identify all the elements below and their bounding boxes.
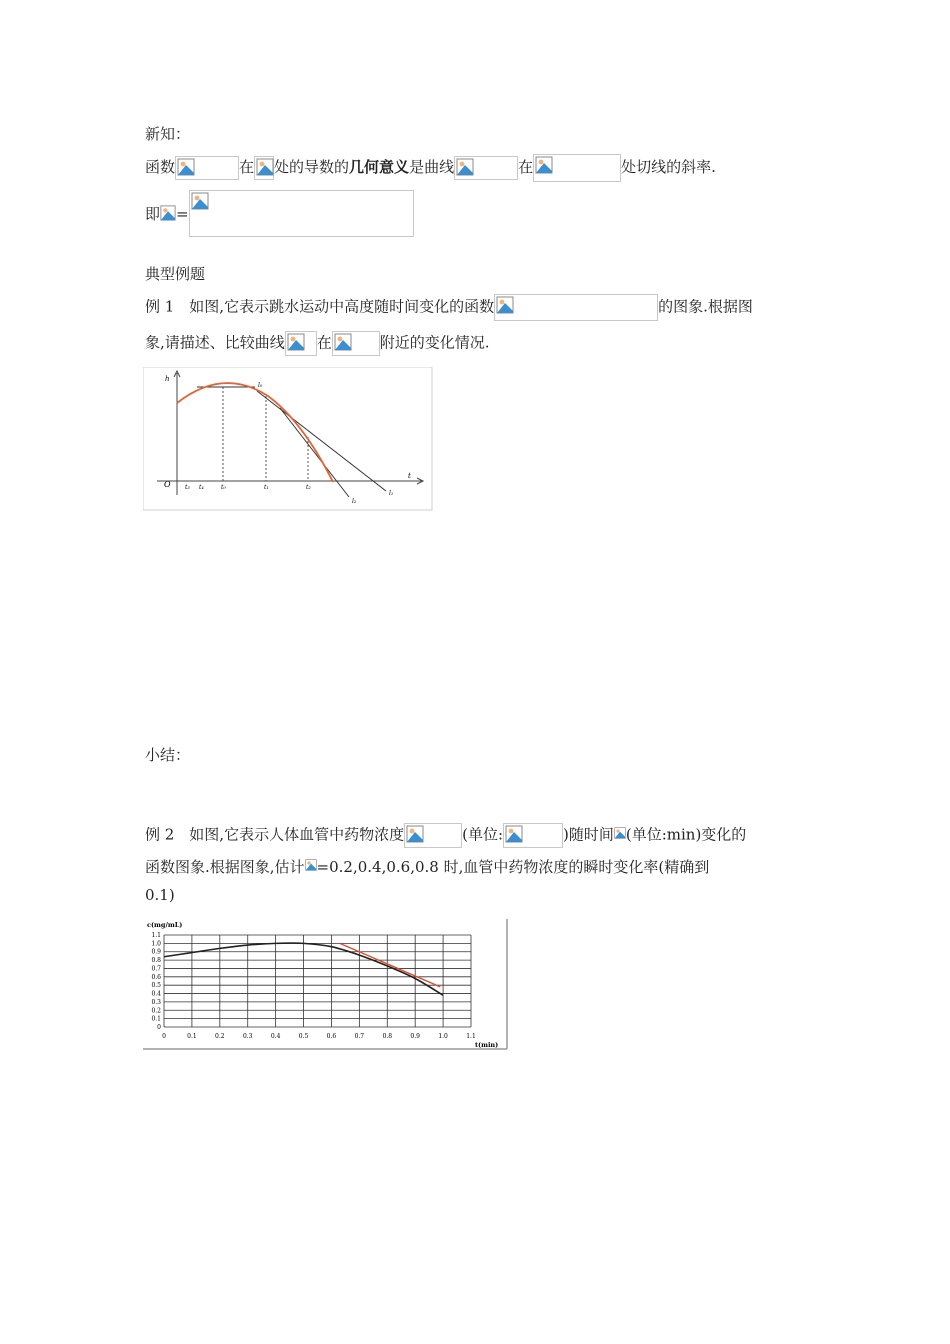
example1-line2 xyxy=(145,331,490,356)
formula-image xyxy=(494,294,658,321)
image-placeholder-icon xyxy=(334,333,352,351)
x-tick-label: 0.1 xyxy=(187,1033,197,1040)
image-placeholder-icon xyxy=(160,204,176,222)
example2-text: )随时间 xyxy=(563,825,614,844)
section-new-title: 新知： xyxy=(145,125,191,143)
y-axis-label: c(mg/mL) xyxy=(147,921,183,929)
example1-text: 象,请描述、比较曲线 xyxy=(145,333,285,352)
tick-label-t2: t₂ xyxy=(306,484,311,491)
y-tick-label: 0.4 xyxy=(151,990,161,998)
x-tick-label: 0 xyxy=(162,1033,166,1040)
image-placeholder-icon xyxy=(256,158,274,176)
y-tick-label: 0.9 xyxy=(151,948,161,956)
x-tick-label: 1.0 xyxy=(438,1033,448,1040)
image-placeholder-icon xyxy=(456,158,474,176)
definition-text-5: 在 xyxy=(518,158,534,176)
image-placeholder-icon xyxy=(505,825,523,843)
example2-line3: 0.1) xyxy=(145,886,175,904)
x-tick-label: 0.5 xyxy=(298,1033,309,1040)
definition-text-3: 处的导数的 xyxy=(274,158,350,176)
y-tick-label: 0.7 xyxy=(151,965,161,973)
y-tick-label: 0.2 xyxy=(151,1007,161,1015)
definition-emphasis: 几何意义 xyxy=(349,158,410,176)
summary-title: 小结： xyxy=(145,746,191,764)
y-tick-label: 0.8 xyxy=(151,957,161,965)
formula-image xyxy=(533,154,621,182)
formula-prefix: 即 xyxy=(145,205,161,223)
tick-label-t1: t₁ xyxy=(264,484,269,491)
example2-line1 xyxy=(145,823,746,848)
formula-image xyxy=(332,331,380,356)
y-tick-label: 0.1 xyxy=(151,1015,161,1023)
tick-label-t3: t₃ xyxy=(185,484,190,491)
formula-line xyxy=(145,190,414,237)
y-tick-labels xyxy=(151,932,161,1031)
diving-height-figure xyxy=(143,367,433,511)
formula-image xyxy=(614,824,626,848)
tangent-label-l0: l₀ xyxy=(258,382,263,389)
formula-image xyxy=(454,156,518,180)
definition-text-4: 是曲线 xyxy=(409,158,455,176)
chart-background xyxy=(143,917,508,1050)
tangent-label-l1: l₁ xyxy=(389,490,394,497)
example1-text: 在 xyxy=(316,333,332,352)
x-tick-label: 0.4 xyxy=(270,1033,281,1040)
formula-equals: = xyxy=(176,205,189,223)
image-placeholder-icon xyxy=(177,158,195,176)
y-tick-label: 1.1 xyxy=(151,932,161,939)
example2-text: =0.2,0.4,0.6,0.8 时,血管中药物浓度的瞬时变化率(精确到 xyxy=(316,858,710,876)
image-placeholder-icon xyxy=(535,156,553,174)
formula-image xyxy=(254,156,274,180)
formula-image xyxy=(189,190,414,237)
y-tick-label: 1.0 xyxy=(151,940,161,948)
example2-text: 例 2 如图,它表示人体血管中药物浓度 xyxy=(145,825,405,844)
x-tick-label: 0.9 xyxy=(410,1033,420,1040)
x-tick-label: 0.3 xyxy=(242,1033,253,1040)
y-axis-label: h xyxy=(165,375,170,383)
image-placeholder-icon xyxy=(191,192,209,210)
x-tick-label: 0.2 xyxy=(215,1033,225,1040)
example2-text: 函数图象.根据图象,估计 xyxy=(145,858,305,876)
x-tick-label: 1.1 xyxy=(466,1033,476,1040)
formula-image xyxy=(285,331,317,356)
example1-text: 的图象.根据图 xyxy=(658,297,753,316)
image-placeholder-icon xyxy=(614,824,626,842)
x-tick-label: 0.6 xyxy=(326,1033,337,1040)
tick-label-t0: t₀ xyxy=(221,484,226,491)
y-tick-label: 0.5 xyxy=(151,982,161,990)
example2-text: (单位: xyxy=(462,825,503,844)
image-placeholder-icon xyxy=(305,856,317,874)
formula-image xyxy=(305,856,317,880)
example1-line1 xyxy=(145,294,753,321)
formula-image xyxy=(404,823,462,848)
image-placeholder-icon xyxy=(496,296,514,314)
image-placeholder-icon xyxy=(287,333,305,351)
y-tick-label: 0 xyxy=(157,1024,161,1031)
formula-image xyxy=(160,204,176,228)
image-placeholder-icon xyxy=(406,825,424,843)
definition-text-2: 在 xyxy=(239,158,255,176)
example2-line2 xyxy=(145,856,709,880)
example1-text: 附近的变化情况. xyxy=(379,333,490,352)
y-tick-label: 0.3 xyxy=(151,998,161,1006)
y-tick-label: 0.6 xyxy=(151,973,161,981)
example2-text: (单位:min)变化的 xyxy=(625,825,747,844)
formula-image xyxy=(175,156,239,180)
section-examples-title: 典型例题 xyxy=(145,265,206,283)
x-tick-label: 0.7 xyxy=(354,1033,365,1040)
origin-label: O xyxy=(164,480,171,489)
x-tick-label: 0.8 xyxy=(382,1033,393,1040)
x-axis-label: t xyxy=(408,472,411,480)
definition-line xyxy=(145,154,716,182)
formula-image xyxy=(503,823,563,848)
concentration-chart xyxy=(143,917,509,1051)
tick-label-t4: t₄ xyxy=(199,484,204,491)
definition-text-6: 处切线的斜率. xyxy=(621,158,716,176)
example1-text: 例 1 如图,它表示跳水运动中高度随时间变化的函数 xyxy=(145,297,495,316)
x-axis-label: t(min) xyxy=(475,1041,499,1049)
definition-text-1: 函数 xyxy=(145,158,176,176)
tangent-label-l2: l₂ xyxy=(352,498,357,505)
